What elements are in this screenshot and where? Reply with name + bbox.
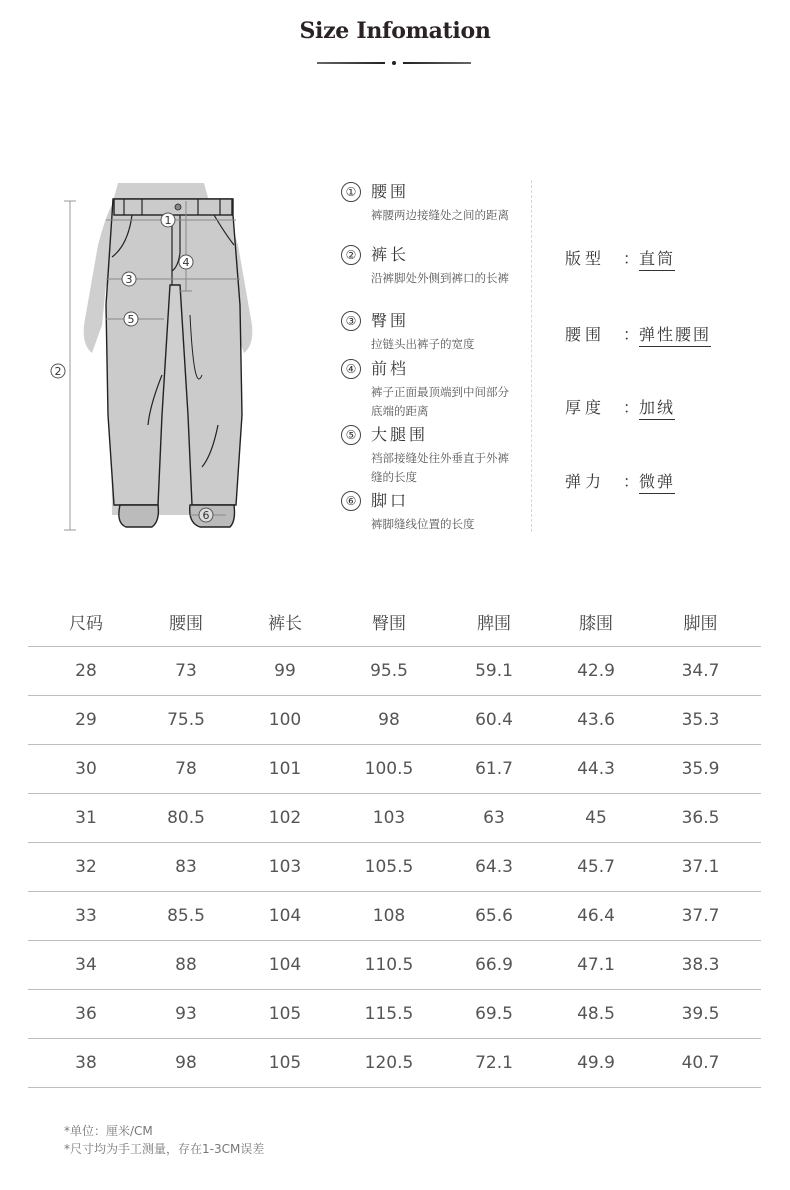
table-cell: 39.5 xyxy=(640,990,761,1039)
attribute-colon: ： xyxy=(623,249,640,268)
table-row xyxy=(28,1039,761,1088)
legend-title: 大腿围 xyxy=(371,425,429,444)
table-cell: 35.9 xyxy=(640,745,761,794)
table-cell: 31 xyxy=(28,794,144,843)
table-cell: 43.6 xyxy=(552,696,640,745)
attribute-colon: ： xyxy=(623,325,640,344)
table-cell: 47.1 xyxy=(552,941,640,990)
attribute-value: 直筒 xyxy=(639,246,675,271)
attribute-label: 版型 xyxy=(565,249,606,268)
table-cell: 69.5 xyxy=(436,990,552,1039)
table-cell: 60.4 xyxy=(436,696,552,745)
attribute-value: 弹性腰围 xyxy=(639,322,711,347)
legend-desc: 裤腰两边接缝处之间的距离 xyxy=(371,208,509,222)
table-cell: 88 xyxy=(144,941,228,990)
table-cell: 36.5 xyxy=(640,794,761,843)
table-cell: 75.5 xyxy=(144,696,228,745)
table-cell: 103 xyxy=(228,843,342,892)
page-title: Size Infomation xyxy=(299,18,491,44)
table-row xyxy=(28,892,761,941)
legend-desc: 沿裤脚处外侧到裤口的长裤 xyxy=(371,271,509,285)
legend-number: ⑥ xyxy=(341,491,361,511)
legend-title: 前档 xyxy=(371,359,410,378)
table-cell: 40.7 xyxy=(640,1039,761,1088)
title-divider xyxy=(317,62,471,65)
attribute-colon: ： xyxy=(623,472,640,491)
table-cell: 78 xyxy=(144,745,228,794)
legend-number: ⑤ xyxy=(341,425,361,445)
header-knee: 膝围 xyxy=(579,613,613,634)
table-cell: 104 xyxy=(228,892,342,941)
legend-desc: 裆部接缝处往外垂直于外裤缝的长度 xyxy=(371,451,509,484)
table-cell: 34.7 xyxy=(640,647,761,696)
footnotes xyxy=(64,1122,264,1158)
table-cell: 29 xyxy=(28,696,144,745)
attribute-elasticity xyxy=(565,469,675,494)
legend-number: ④ xyxy=(341,359,361,379)
table-cell: 44.3 xyxy=(552,745,640,794)
table-row xyxy=(28,990,761,1039)
table-cell: 110.5 xyxy=(342,941,436,990)
header-leg-opening: 脚围 xyxy=(683,613,718,634)
table-cell: 63 xyxy=(436,794,552,843)
table-cell: 100 xyxy=(228,696,342,745)
table-cell: 104 xyxy=(228,941,342,990)
table-cell: 115.5 xyxy=(342,990,436,1039)
svg-text:6: 6 xyxy=(202,509,210,522)
legend-number: ③ xyxy=(341,311,361,331)
table-cell: 49.9 xyxy=(552,1039,640,1088)
table-row xyxy=(28,647,761,696)
header-size: 尺码 xyxy=(69,613,103,634)
svg-text:3: 3 xyxy=(125,273,133,286)
legend-title: 脚口 xyxy=(371,491,410,510)
table-cell: 65.6 xyxy=(436,892,552,941)
table-cell: 42.9 xyxy=(552,647,640,696)
table-cell: 105.5 xyxy=(342,843,436,892)
table-cell: 37.7 xyxy=(640,892,761,941)
legend-number: ② xyxy=(341,245,361,265)
table-cell: 105 xyxy=(228,990,342,1039)
legend-desc: 拉链头出裤子的宽度 xyxy=(371,337,475,351)
legend-desc: 裤子正面最顶端到中间部分底端的距离 xyxy=(371,385,509,418)
table-row xyxy=(28,696,761,745)
size-table xyxy=(28,596,761,1088)
table-row xyxy=(28,941,761,990)
svg-text:4: 4 xyxy=(182,256,190,269)
legend-title: 臀围 xyxy=(371,311,410,330)
header-length: 裤长 xyxy=(268,613,302,634)
svg-text:2: 2 xyxy=(54,365,62,378)
svg-text:1: 1 xyxy=(164,214,172,227)
dashed-divider xyxy=(531,180,532,532)
table-cell: 59.1 xyxy=(436,647,552,696)
table-cell: 85.5 xyxy=(144,892,228,941)
title-divider-left xyxy=(317,62,385,64)
attribute-colon: ： xyxy=(623,398,640,417)
table-cell: 101 xyxy=(228,745,342,794)
legend-title: 裤长 xyxy=(371,245,410,264)
table-cell: 33 xyxy=(28,892,144,941)
table-cell: 73 xyxy=(144,647,228,696)
table-cell: 120.5 xyxy=(342,1039,436,1088)
table-cell: 48.5 xyxy=(552,990,640,1039)
note-tolerance: *尺寸均为手工测量，存在1-3CM误差 xyxy=(64,1142,265,1156)
header-thigh: 脾围 xyxy=(477,613,511,634)
table-cell: 98 xyxy=(342,696,436,745)
table-cell: 98 xyxy=(144,1039,228,1088)
attribute-waist xyxy=(565,322,711,347)
legend-desc: 裤脚缝线位置的长度 xyxy=(371,517,475,531)
table-cell: 93 xyxy=(144,990,228,1039)
svg-text:5: 5 xyxy=(127,313,135,326)
table-cell: 38 xyxy=(28,1039,144,1088)
table-cell: 38.3 xyxy=(640,941,761,990)
table-cell: 66.9 xyxy=(436,941,552,990)
attribute-value: 微弹 xyxy=(639,469,675,494)
table-header-row xyxy=(28,596,761,647)
attribute-label: 弹力 xyxy=(565,472,606,491)
pants-measurement-diagram xyxy=(40,175,280,545)
attribute-thickness xyxy=(565,395,675,420)
table-cell: 34 xyxy=(28,941,144,990)
table-cell: 37.1 xyxy=(640,843,761,892)
attribute-value: 加绒 xyxy=(639,395,675,420)
table-row xyxy=(28,843,761,892)
table-cell: 100.5 xyxy=(342,745,436,794)
table-cell: 30 xyxy=(28,745,144,794)
legend-number: ① xyxy=(341,182,361,202)
title-divider-dot xyxy=(392,61,396,65)
table-cell: 45 xyxy=(552,794,640,843)
attribute-label: 厚度 xyxy=(565,398,606,417)
table-cell: 108 xyxy=(342,892,436,941)
table-row xyxy=(28,745,761,794)
table-cell: 72.1 xyxy=(436,1039,552,1088)
table-cell: 102 xyxy=(228,794,342,843)
header-hip: 臀围 xyxy=(372,613,406,634)
legend-title: 腰围 xyxy=(371,182,410,201)
attribute-label: 腰围 xyxy=(565,325,606,344)
table-cell: 103 xyxy=(342,794,436,843)
table-cell: 95.5 xyxy=(342,647,436,696)
table-cell: 64.3 xyxy=(436,843,552,892)
title-divider-right xyxy=(403,62,471,64)
table-cell: 105 xyxy=(228,1039,342,1088)
table-cell: 28 xyxy=(28,647,144,696)
table-cell: 32 xyxy=(28,843,144,892)
table-cell: 61.7 xyxy=(436,745,552,794)
table-cell: 45.7 xyxy=(552,843,640,892)
table-row xyxy=(28,794,761,843)
pants-illustration-icon xyxy=(40,175,280,545)
table-cell: 46.4 xyxy=(552,892,640,941)
table-cell: 35.3 xyxy=(640,696,761,745)
table-cell: 36 xyxy=(28,990,144,1039)
header-waist: 腰围 xyxy=(169,613,203,634)
table-cell: 99 xyxy=(228,647,342,696)
attribute-fit xyxy=(565,246,675,271)
table-body xyxy=(28,647,761,1088)
table-cell: 80.5 xyxy=(144,794,228,843)
note-unit: *单位：厘米/CM xyxy=(64,1124,153,1138)
table-cell: 83 xyxy=(144,843,228,892)
